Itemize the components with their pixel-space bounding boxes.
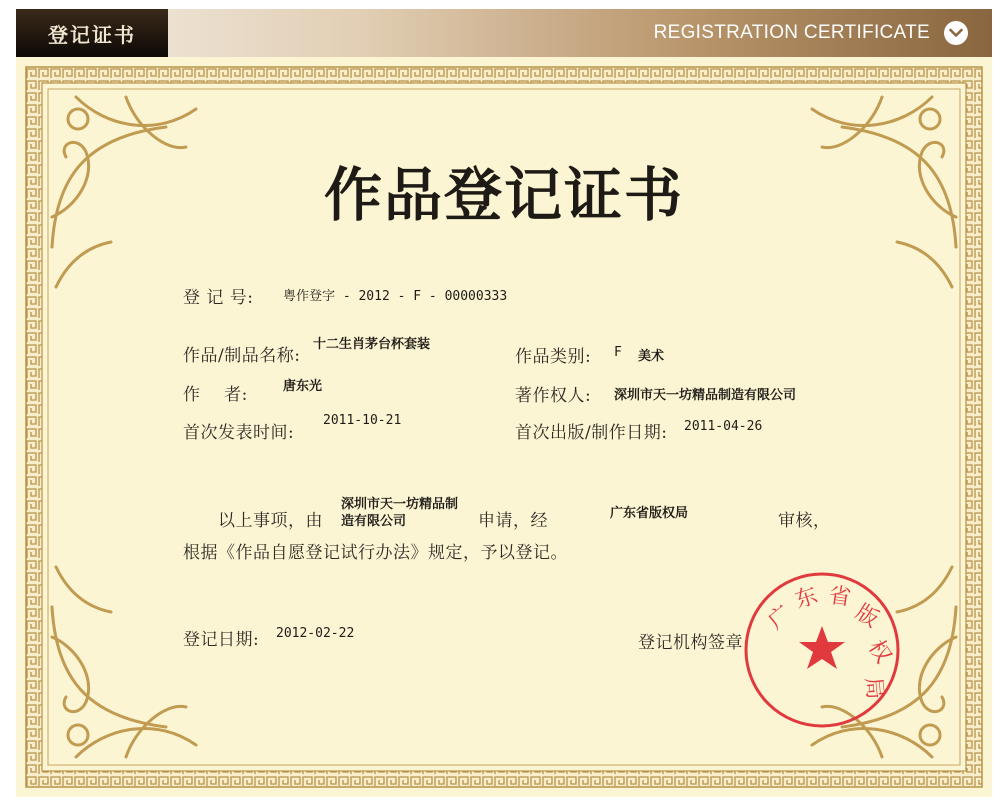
statement-line-2: 根据《作品自愿登记试行办法》规定，予以登记。 <box>183 543 568 563</box>
copyright-owner-value: 深圳市天一坊精品制造有限公司 <box>614 388 797 403</box>
page-header <box>16 9 992 57</box>
work-name-value: 十二生肖茅台杯套装 <box>313 337 431 352</box>
first-publish-time-label: 首次发表时间: <box>183 423 295 443</box>
official-seal-stamp <box>742 570 902 730</box>
applicant-name-line1: 深圳市天一坊精品制 <box>341 497 459 512</box>
registration-date-value: 2012-02-22 <box>276 626 355 641</box>
svg-text:版: 版 <box>850 599 883 633</box>
registration-date-label: 登记日期: <box>183 630 260 650</box>
svg-text:局: 局 <box>860 676 888 701</box>
work-name-label: 作品/制品名称: <box>183 346 301 366</box>
first-publication-date-label: 首次出版/制作日期: <box>515 423 668 443</box>
applicant-name-line2: 造有限公司 <box>341 514 407 529</box>
tab-certificate[interactable]: 登记证书 <box>16 9 168 57</box>
statement-prefix: 以上事项，由 <box>218 511 323 531</box>
first-publish-time-value: 2011-10-21 <box>323 413 402 428</box>
reviewer-name: 广东省版权局 <box>610 506 689 521</box>
chevron-down-icon <box>949 28 963 38</box>
toggle-button[interactable] <box>944 21 968 45</box>
svg-text:省: 省 <box>827 583 853 612</box>
registration-number-label: 登 记 号: <box>183 288 254 308</box>
registration-number-value: 粤作登字 - 2012 - F - 00000333 <box>283 289 508 304</box>
author-value: 唐东光 <box>283 379 323 394</box>
author-label: 作 者: <box>183 385 248 405</box>
svg-text:广: 广 <box>763 601 797 635</box>
first-publication-date-value: 2011-04-26 <box>684 419 763 434</box>
svg-text:东: 东 <box>792 583 821 614</box>
certificate-title: 作品登记证书 <box>323 161 684 229</box>
copyright-owner-label: 著作权人: <box>515 386 592 406</box>
work-category-code: F <box>614 345 622 360</box>
statement-middle: 申请，经 <box>478 511 548 531</box>
work-category-label: 作品类别: <box>515 347 592 367</box>
svg-text:权: 权 <box>862 635 896 668</box>
statement-suffix: 审核， <box>778 511 831 531</box>
work-category-value: 美术 <box>638 349 665 364</box>
agency-seal-label: 登记机构签章 <box>638 633 743 653</box>
header-title: REGISTRATION CERTIFICATE <box>653 22 930 43</box>
